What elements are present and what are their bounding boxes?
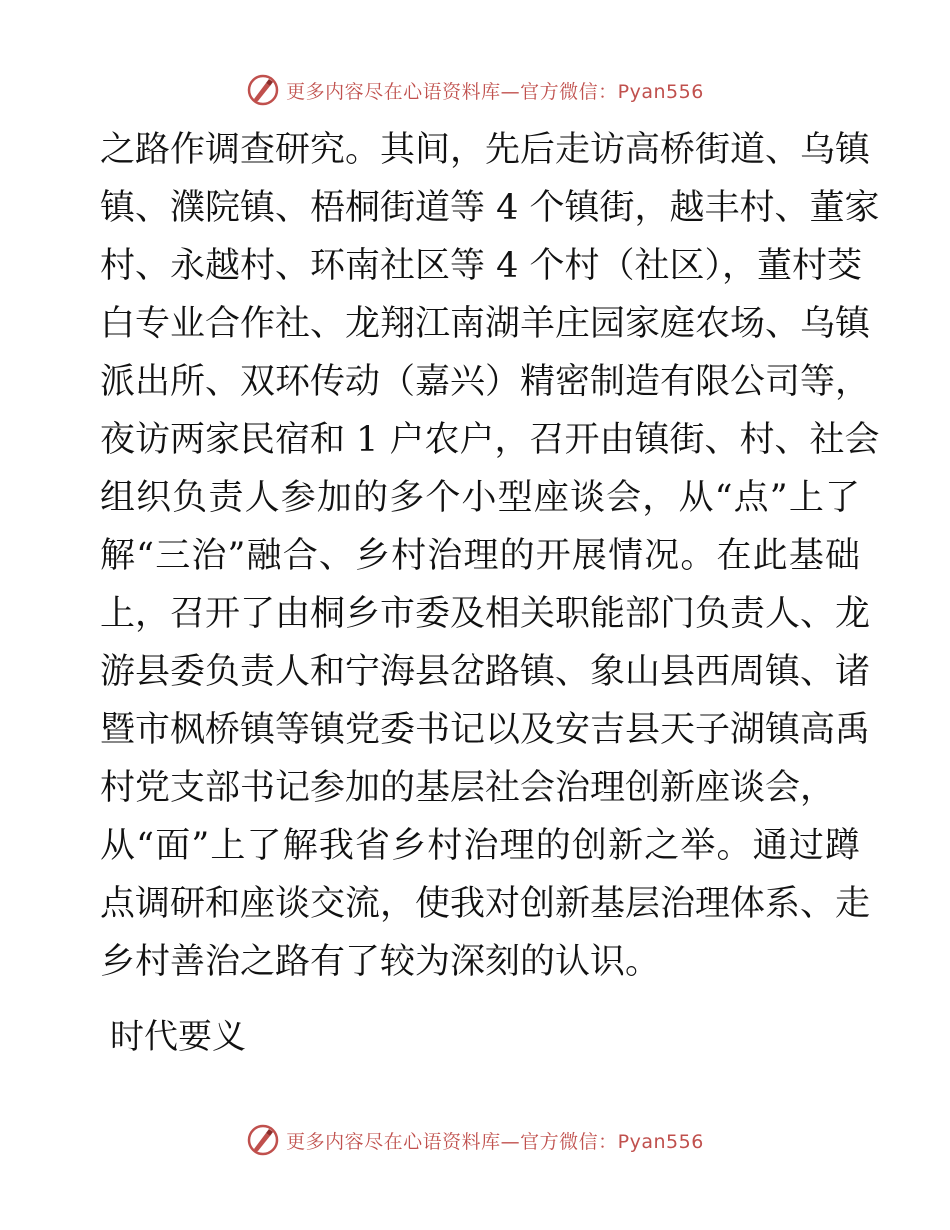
body-line: 从“面”上了解我省乡村治理的创新之举。通过蹲 <box>100 826 860 866</box>
pen-circle-logo-icon <box>246 1123 280 1157</box>
header-banner-content <box>246 73 704 107</box>
body-line: 上，召开了由桐乡市委及相关职能部门负责人、龙 <box>100 594 871 634</box>
body-line: 点调研和座谈交流，使我对创新基层治理体系、走 <box>100 884 871 924</box>
header-watermark-banner <box>0 70 950 110</box>
body-line: 解“三治”融合、乡村治理的开展情况。在此基础 <box>100 536 860 576</box>
body-line: 游县委负责人和宁海县岔路镇、象山县西周镇、诸 <box>100 652 871 692</box>
pen-circle-logo-icon <box>246 73 280 107</box>
footer-banner-text: 更多内容尽在心语资料库—官方微信：Pyan556 <box>286 1130 704 1153</box>
body-line: 村、永越村、环南社区等 4 个村（社区），董村茭 <box>100 246 863 286</box>
body-line: 镇、濮院镇、梧桐街道等 4 个镇街，越丰村、董家 <box>100 188 880 228</box>
body-line: 白专业合作社、龙翔江南湖羊庄园家庭农场、乌镇 <box>100 304 871 344</box>
body-line: 之路作调查研究。其间，先后走访高桥街道、乌镇 <box>100 130 871 170</box>
header-banner-text: 更多内容尽在心语资料库—官方微信：Pyan556 <box>286 80 704 103</box>
footer-watermark-banner <box>0 1120 950 1160</box>
body-line: 乡村善治之路有了较为深刻的认识。 <box>100 942 661 982</box>
section-heading: 时代要义 <box>110 1017 246 1057</box>
body-line: 夜访两家民宿和 1 户农户，召开由镇街、村、社会 <box>100 420 880 460</box>
body-line: 组织负责人参加的多个小型座谈会，从“点”上了 <box>100 478 860 518</box>
document-body <box>100 121 880 991</box>
body-line: 派出所、双环传动（嘉兴）精密制造有限公司等， <box>100 362 871 402</box>
body-line: 暨市枫桥镇等镇党委书记以及安吉县天子湖镇高禹 <box>100 710 871 750</box>
footer-banner-content <box>246 1123 704 1157</box>
body-line: 村党支部书记参加的基层社会治理创新座谈会， <box>100 768 836 808</box>
